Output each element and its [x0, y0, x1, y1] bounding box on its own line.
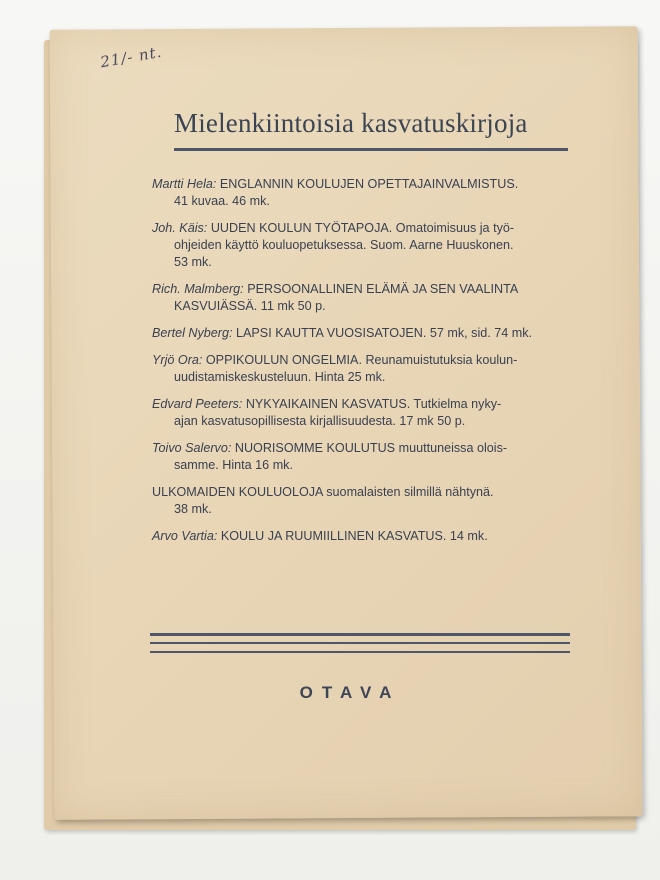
publisher-name: OTAVA [299, 683, 401, 702]
entry-text-continued: samme. Hinta 16 mk. [174, 458, 293, 472]
title-rule [174, 148, 568, 151]
entry-text-continued: 41 kuvaa. 46 mk. [174, 194, 270, 208]
divider-rule [150, 633, 570, 636]
entry-author: Arvo Vartia: [152, 529, 218, 543]
list-item [152, 220, 592, 271]
entry-text: UUDEN KOULUN TYÖTAPOJA. Omatoimisuus ja työ- [210, 221, 515, 235]
list-item [152, 396, 592, 430]
entry-text: KOULU JA RUUMIILLINEN KASVATUS. 14 mk. [220, 529, 488, 543]
entry-author: Yrjö Ora: [152, 353, 203, 367]
entry-text: LAPSI KAUTTA VUOSISATOJEN. 57 mk, sid. 74 mk. [236, 326, 533, 340]
list-item [152, 440, 592, 474]
entry-text-continued: 38 mk. [174, 502, 212, 516]
entry-text-continued: uudistamiskeskusteluun. Hinta 25 mk. [174, 370, 386, 384]
entry-text-continued: ajan kasvatusopillisesta kirjallisuudesta. 17 mk 50 p. [174, 414, 466, 428]
entry-text-continued: KASVUIÄSSÄ. 11 mk 50 p. [174, 299, 326, 313]
entry-text: NUORISOMME KOULUTUS muuttuneissa olois- [234, 441, 508, 455]
entry-text: ULKOMAIDEN KOULUOLOJA suomalaisten silmillä nähtynä. [152, 485, 494, 499]
entry-text-continued: ohjeiden käyttö kouluopetuksessa. Suom. Aarne Huuskonen. [174, 238, 514, 252]
entry-text: OPPIKOULUN ONGELMIA. Reunamuistutuksia koulun- [205, 353, 518, 367]
book-list [152, 176, 592, 555]
list-item [152, 484, 592, 518]
entry-text: PERSOONALLINEN ELÄMÄ JA SEN VAALINTA [247, 282, 519, 296]
entry-author: Toivo Salervo: [152, 441, 232, 455]
divider-rule [150, 642, 570, 644]
entry-author: Martti Hela: [152, 177, 217, 191]
entry-text: NYKYAIKAINEN KASVATUS. Tutkielma nyky- [245, 397, 502, 411]
entry-author: Edvard Peeters: [152, 397, 243, 411]
page-title: Mielenkiintoisia kasvatuskirjoja [174, 108, 528, 138]
list-item [152, 281, 592, 315]
entry-author: Rich. Malmberg: [152, 282, 244, 296]
entry-author: Joh. Käis: [152, 221, 208, 235]
entry-author: Bertel Nyberg: [152, 326, 233, 340]
list-item [152, 325, 592, 342]
list-item [152, 176, 592, 210]
list-item [152, 352, 592, 386]
entry-text-continued: 53 mk. [174, 255, 212, 269]
divider-rule [150, 651, 570, 653]
entry-text: ENGLANNIN KOULUJEN OPETTAJAINVALMISTUS. [219, 177, 519, 191]
list-item [152, 528, 592, 545]
handwritten-note: 21/- nt. [98, 42, 164, 72]
